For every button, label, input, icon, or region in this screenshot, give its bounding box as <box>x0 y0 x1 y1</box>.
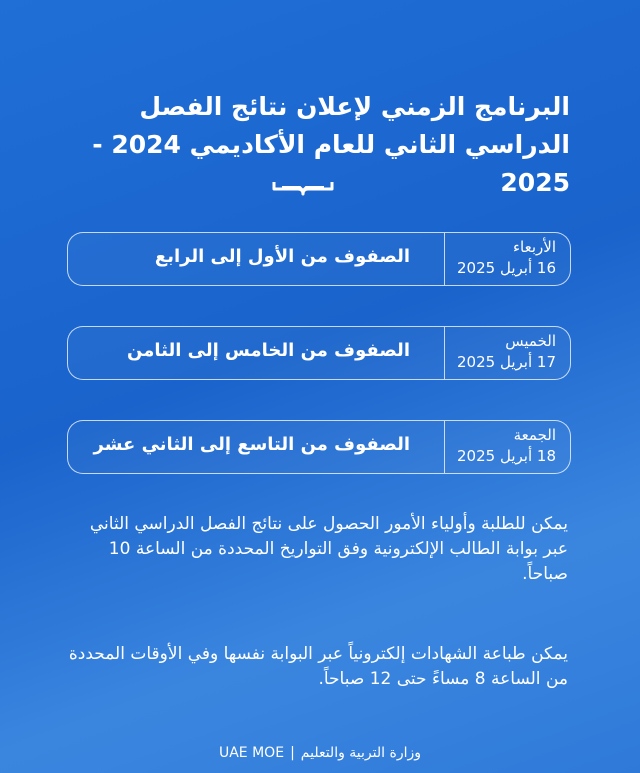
day-label: الخميس <box>505 332 556 350</box>
day-column <box>444 421 570 473</box>
grades-label: الصفوف من الخامس إلى الثامن <box>127 340 410 361</box>
day-column <box>444 327 570 379</box>
title-line-1: البرنامج الزمني لإعلان نتائج الفصل <box>139 92 570 121</box>
footer-brand: UAE MOE <box>218 745 285 761</box>
date-label: 16 أبريل 2025 <box>457 259 556 277</box>
grades-label: الصفوف من الأول إلى الرابع <box>154 246 410 267</box>
schedule-card-1 <box>67 232 571 286</box>
day-column <box>444 233 570 285</box>
date-label: 17 أبريل 2025 <box>457 353 556 371</box>
day-label: الأربعاء <box>512 238 556 256</box>
certificates-note: يمكن طباعة الشهادات إلكترونياً عبر البوابة نفسها وفي الأوقات المحددة من الساعة 8 مساءً حتى 12 صباحاً. <box>68 644 568 689</box>
date-label: 18 أبريل 2025 <box>457 447 556 465</box>
footer <box>160 745 480 761</box>
title-line-2: الدراسي الثاني للعام الأكاديمي 2024 - 2025 <box>92 130 570 197</box>
grades-label: الصفوف من التاسع إلى الثاني عشر <box>93 434 410 455</box>
footer-ministry: وزارة التربية والتعليم <box>300 745 421 761</box>
schedule-card-2 <box>67 326 571 380</box>
results-note: يمكن للطلبة وأولياء الأمور الحصول على نتائج الفصل الدراسي الثاني عبر بوابة الطالب الإلكترونية وفق التواريخ المحددة من الساعة 10 صباحاً. <box>89 514 568 584</box>
schedule-card-3 <box>67 420 571 474</box>
day-label: الجمعة <box>513 426 556 444</box>
footer-separator: | <box>290 745 295 761</box>
book-icon <box>272 178 334 196</box>
